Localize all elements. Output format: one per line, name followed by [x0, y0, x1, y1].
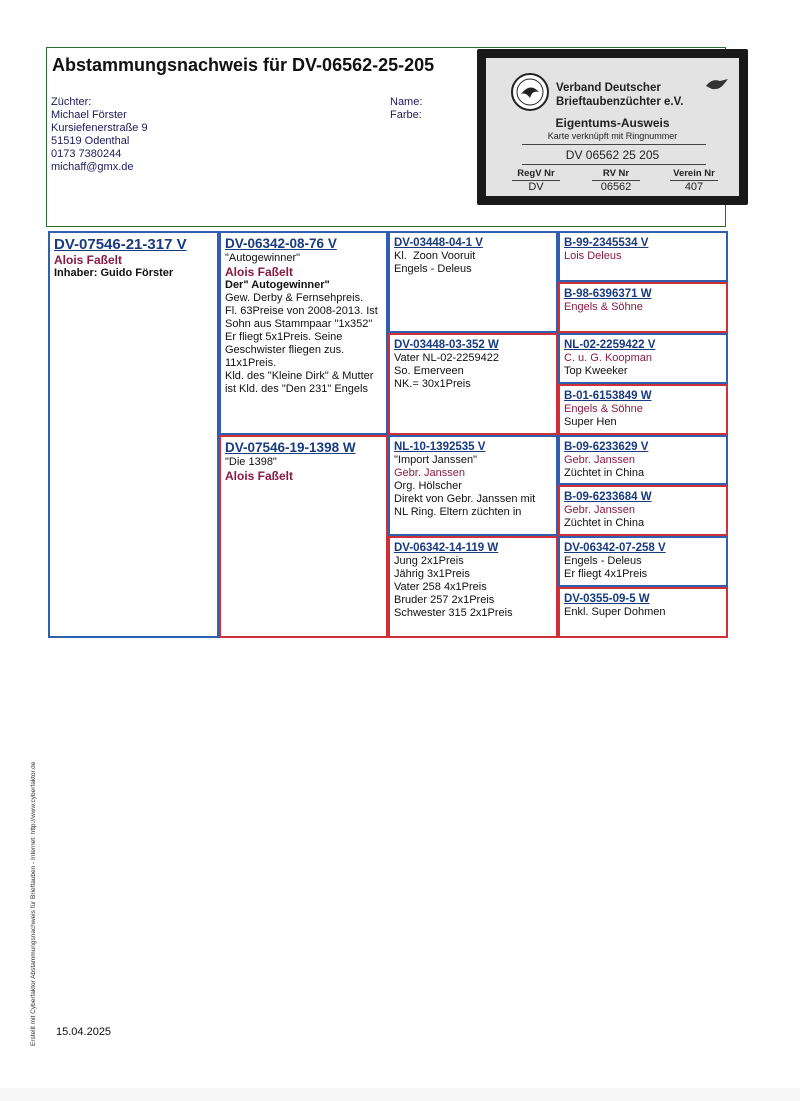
breeder-email: michaff@gmx.de — [51, 161, 134, 173]
pedigree-box-gen4 — [558, 485, 728, 536]
pedigree-note: Er fliegt 4x1Preis — [564, 568, 648, 581]
ring-number: B-09-6233684 W — [564, 491, 652, 504]
pedigree-note: Engels - Deleus — [564, 555, 642, 568]
breeder-name: Lois Deleus — [564, 250, 622, 262]
pedigree-note: Inhaber: Guido Förster — [54, 267, 174, 279]
pedigree-note: "Die 1398" — [225, 455, 277, 468]
pedigree-note: Fl. 63Preise von 2008-2013. Ist — [225, 305, 378, 317]
regv-value: DV — [528, 181, 544, 193]
pedigree-note: Geschwister fliegen zus. — [225, 344, 345, 356]
breeder-name: Michael Förster — [51, 109, 127, 121]
pedigree-note: NL Ring. Eltern züchten in — [394, 505, 522, 518]
rv-value: 06562 — [600, 181, 632, 193]
pedigree-note: ist Kld. des "Den 231" Engels — [225, 383, 368, 395]
breeder-name: Gebr. Janssen — [564, 504, 635, 517]
generator-credit: Erstellt mit Cyberfaktor Abstammungsnachweis für Brieftauben - Internet: http://www.cyberfaktor.de — [30, 761, 37, 1046]
pedigree-note: Züchtet in China — [564, 466, 645, 479]
vdbz-logo-icon — [510, 72, 550, 112]
breeder-name: Gebr. Janssen — [394, 466, 465, 479]
page-title: Abstammungsnachweis für DV-06562-25-205 — [52, 55, 435, 75]
pedigree-note: Vater NL-02-2259422 — [394, 351, 499, 364]
pedigree-box-gen3 — [388, 231, 558, 333]
name-label: Name: — [390, 96, 423, 108]
ring-number: DV-06342-08-76 V — [225, 236, 337, 251]
pedigree-note: Engels - Deleus — [394, 263, 472, 275]
breeder-city: 51519 Odenthal — [51, 135, 130, 147]
page-edge — [0, 1088, 800, 1101]
card-heading: Eigentums-Ausweis — [555, 116, 670, 130]
breeder-name: Alois Faßelt — [225, 468, 294, 483]
pedigree-box-gen4 — [558, 231, 728, 282]
breeder-name: Gebr. Janssen — [564, 453, 635, 466]
pedigree-note: "Autogewinner" — [225, 252, 301, 264]
pedigree-note: Züchtet in China — [564, 517, 645, 530]
print-date: 15.04.2025 — [56, 1026, 112, 1038]
pedigree-note: Super Hen — [564, 415, 617, 428]
ring-number: B-09-6233629 V — [564, 440, 649, 453]
pedigree-box-gen4 — [558, 435, 728, 486]
regv-label: RegV Nr — [517, 168, 555, 179]
pedigree-note: Der" Autogewinner" — [225, 279, 330, 291]
ring-number: DV-03448-04-1 V — [394, 237, 483, 249]
pedigree-note: Gew. Derby & Fernsehpreis. — [225, 292, 364, 304]
breeder-name: Alois Faßelt — [54, 253, 123, 267]
card-subheading: Karte verknüpft mit Ringnummer — [547, 131, 678, 141]
ownership-card-inner — [486, 58, 739, 196]
pedigree-note: Bruder 257 2x1Preis — [394, 594, 495, 607]
pedigree-note: Er fliegt 5x1Preis. Seine — [225, 331, 343, 343]
ring-number: B-01-6153849 W — [564, 389, 652, 402]
ring-number: DV-07546-19-1398 W — [225, 439, 356, 455]
pedigree-note: So. Emerveen — [394, 364, 464, 377]
breeder-name: C. u. G. Koopman — [564, 351, 653, 364]
breeder-label: Züchter: — [51, 96, 92, 108]
ring-number: NL-10-1392535 V — [394, 440, 486, 453]
breeder-name: Alois Faßelt — [225, 265, 294, 279]
card-divider — [522, 144, 706, 145]
pedigree-note: Top Kweeker — [564, 364, 628, 377]
pedigree-note: "Import Janssen" — [394, 453, 478, 466]
breeder-street: Kursiefenerstraße 9 — [51, 122, 148, 134]
pedigree-note: Sohn aus Stammpaar "1x352" — [225, 318, 373, 330]
pedigree-note: NK.= 30x1Preis — [394, 377, 471, 390]
pedigree-box-gen4 — [558, 282, 728, 333]
ring-number: NL-02-2259422 V — [564, 338, 656, 351]
pedigree-note: Schwester 315 2x1Preis — [394, 607, 513, 620]
ring-number: DV-06342-14-119 W — [394, 542, 499, 555]
ring-number: B-99-2345534 V — [564, 237, 649, 249]
pedigree-note: Enkl. Super Dohmen — [564, 606, 666, 619]
ring-number: DV-06342-07-258 V — [564, 542, 666, 555]
pedigree-note: Jährig 3x1Preis — [394, 568, 470, 581]
pedigree-note: 11x1Preis. — [225, 357, 277, 369]
pedigree-box-gen4 — [558, 536, 728, 587]
pedigree-note: Jung 2x1Preis — [394, 555, 464, 568]
pedigree-box-gen1 — [48, 231, 219, 638]
pedigree-box-gen4 — [558, 384, 728, 435]
pedigree-box-gen2 — [219, 435, 388, 639]
ring-number: B-98-6396371 W — [564, 287, 652, 300]
pedigree-note: Direkt von Gebr. Janssen mit — [394, 492, 536, 505]
card-ring-number: DV 06562 25 205 — [565, 148, 660, 162]
ring-number: DV-03448-03-352 W — [394, 338, 499, 351]
ring-number: DV-07546-21-317 V — [54, 236, 187, 253]
verein-label: Verein Nr — [673, 168, 715, 179]
breeder-name: Engels & Söhne — [564, 300, 643, 313]
rv-label: RV Nr — [602, 168, 630, 179]
pedigree-note: Org. Hölscher — [394, 479, 462, 492]
pedigree-note: Kl. Zoon Vooruit — [394, 250, 476, 262]
color-label: Farbe: — [390, 109, 422, 121]
pedigree-box-gen3 — [388, 435, 558, 537]
pedigree-box-gen4 — [558, 587, 728, 638]
pigeon-icon — [704, 76, 730, 92]
pedigree-box-gen2 — [219, 231, 388, 435]
pedigree-note: Kld. des "Kleine Dirk" & Mutter — [225, 370, 374, 382]
card-org-name: Verband Deutscher Brieftaubenzüchter e.V. — [556, 82, 684, 108]
pedigree-box-gen3 — [388, 536, 558, 638]
breeder-phone: 0173 7380244 — [51, 148, 122, 160]
verein-value: 407 — [684, 181, 704, 193]
pedigree-note: Vater 258 4x1Preis — [394, 581, 487, 594]
ownership-card — [477, 49, 748, 205]
card-divider — [522, 164, 706, 165]
ring-number: DV-0355-09-5 W — [564, 593, 650, 606]
pedigree-box-gen3 — [388, 333, 558, 435]
pedigree-box-gen4 — [558, 333, 728, 384]
breeder-name: Engels & Söhne — [564, 402, 643, 415]
